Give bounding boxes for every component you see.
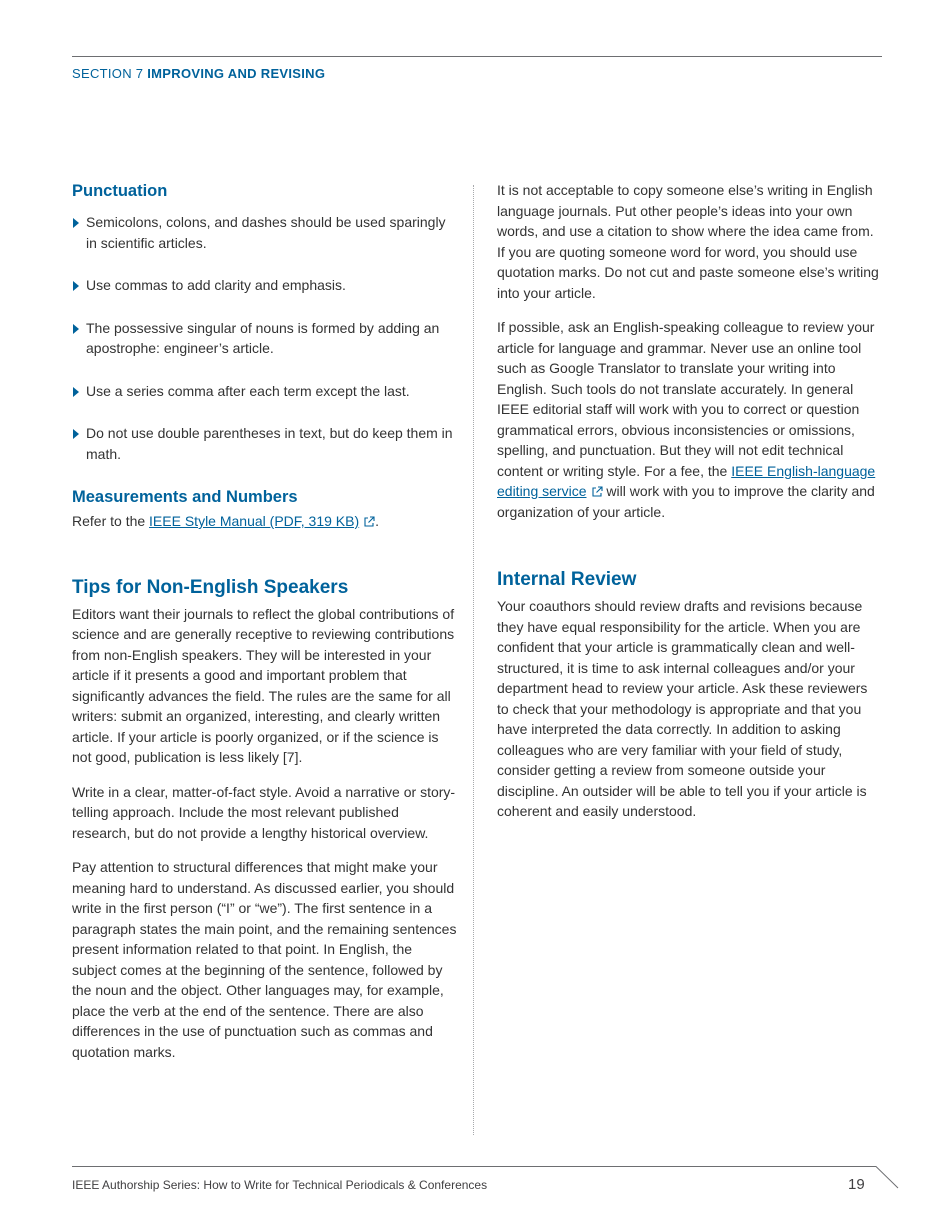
list-item — [72, 381, 457, 402]
editing-text: If possible, ask an English-speaking colleague to review your article for language and grammar. Never use an online tool such as Google Translator to translate your writing into English. Such tools do not translate accurately. In general IEEE editorial staff will work with you to correct or question grammatical errors, obvious inconsistencies or omissions, spelling, and punctuation. But they will not edit technical content or writing style. For a fee, the — [497, 319, 875, 479]
style-manual-link[interactable]: IEEE Style Manual (PDF, 319 KB) — [149, 513, 360, 529]
bullet-triangle-icon — [73, 281, 79, 291]
list-item — [72, 275, 457, 296]
footer-series-title: IEEE Authorship Series: How to Write for Technical Periodicals & Conferences — [72, 1178, 488, 1192]
internal-review-heading: Internal Review — [497, 569, 637, 590]
list-item-text: Use a series comma after each term except the last. — [86, 382, 410, 399]
measurements-paragraph — [72, 511, 457, 532]
right-column — [497, 180, 882, 822]
measurements-text: Refer to the — [72, 513, 150, 529]
list-item-text: Do not use double parentheses in text, but do keep them in math. — [86, 425, 453, 462]
list-item-text: Semicolons, colons, and dashes should be used sparingly in scientific articles. — [86, 214, 446, 251]
punctuation-heading: Punctuation — [72, 182, 168, 200]
page-corner-icon — [874, 1166, 900, 1190]
list-item — [72, 423, 457, 464]
bullet-triangle-icon — [73, 387, 79, 397]
external-link-icon[interactable] — [591, 486, 603, 498]
tips-paragraph: Write in a clear, matter-of-fact style. Avoid a narrative or story-telling approach. Include the most relevant published research, but do not provide a lengthy historical overview. — [72, 783, 456, 841]
tips-paragraph: Editors want their journals to reflect the global contributions of science and are generally receptive to reviewing contributions from non-English speakers. They will be interested in your article if it presents a good and important problem that significantly advances the field. The rules are the same for all writers: submit an organized, interesting, and clearly written article. If your article is poorly organized, or if the science is not good, publication is less likely [7]. — [72, 605, 455, 765]
bullet-triangle-icon — [73, 218, 79, 228]
page-number: 19 — [848, 1176, 865, 1193]
punctuation-list — [72, 212, 457, 464]
left-column — [72, 180, 457, 1062]
list-item — [72, 212, 457, 253]
tips-paragraph: Pay attention to structural differences that might make your meaning hard to understand. As discussed earlier, you should write in the first person (“I” or “we”). The first sentence in a paragraph states the main point, and the remaining sentences present information related to that point. In English, the subject comes at the beginning of the sentence, followed by the noun and the object. Other languages may, for example, place the verb at the end of the sentence. There are also differences in the use of punctuation such as commas and quotation marks. — [72, 859, 457, 1060]
section-label: SECTION 7 — [72, 66, 144, 81]
measurements-text-end: . — [375, 513, 380, 529]
bullet-triangle-icon — [73, 429, 79, 439]
editing-text-end: will work with you to improve the clarity and organization of your article. — [497, 483, 875, 520]
list-item — [72, 318, 457, 359]
column-divider — [473, 185, 474, 1135]
tips-heading: Tips for Non-English Speakers — [72, 576, 349, 598]
editing-service-link[interactable]: IEEE English-language editing service — [497, 462, 876, 499]
list-item-text: The possessive singular of nouns is formed by adding an apostrophe: engineer’s article. — [86, 319, 440, 356]
section-title: IMPROVING AND REVISING — [147, 66, 326, 81]
internal-review-paragraph: Your coauthors should review drafts and revisions because they have equal responsibility for the article. When you are confident that your article is grammatically clean and well-structured, it is time to ask internal colleagues and/or your department head to review your article. Ask these reviewers to check that your methodology is appropriate and that you have interpreted the data correctly. In addition to asking colleagues who are very familiar with your field of study, consider getting a review from someone outside your discipline. An outsider will be able to tell you if your article is coherent and easily understood. — [497, 598, 868, 819]
plagiarism-paragraph: It is not acceptable to copy someone else’s writing in English language journals. Put other people’s ideas into your own words, and use a citation to show where the idea came from. If you are quoting someone word for word, you should use quotation marks. Do not cut and paste someone else’s writing into your article. — [497, 182, 879, 301]
measurements-heading: Measurements and Numbers — [72, 488, 298, 506]
list-item-text: Use commas to add clarity and emphasis. — [86, 277, 346, 293]
section-header — [72, 66, 325, 81]
external-link-icon[interactable] — [363, 516, 375, 528]
editing-paragraph — [497, 317, 882, 522]
footer-rule — [72, 1166, 876, 1167]
bullet-triangle-icon — [73, 324, 79, 334]
header-rule — [72, 56, 882, 57]
